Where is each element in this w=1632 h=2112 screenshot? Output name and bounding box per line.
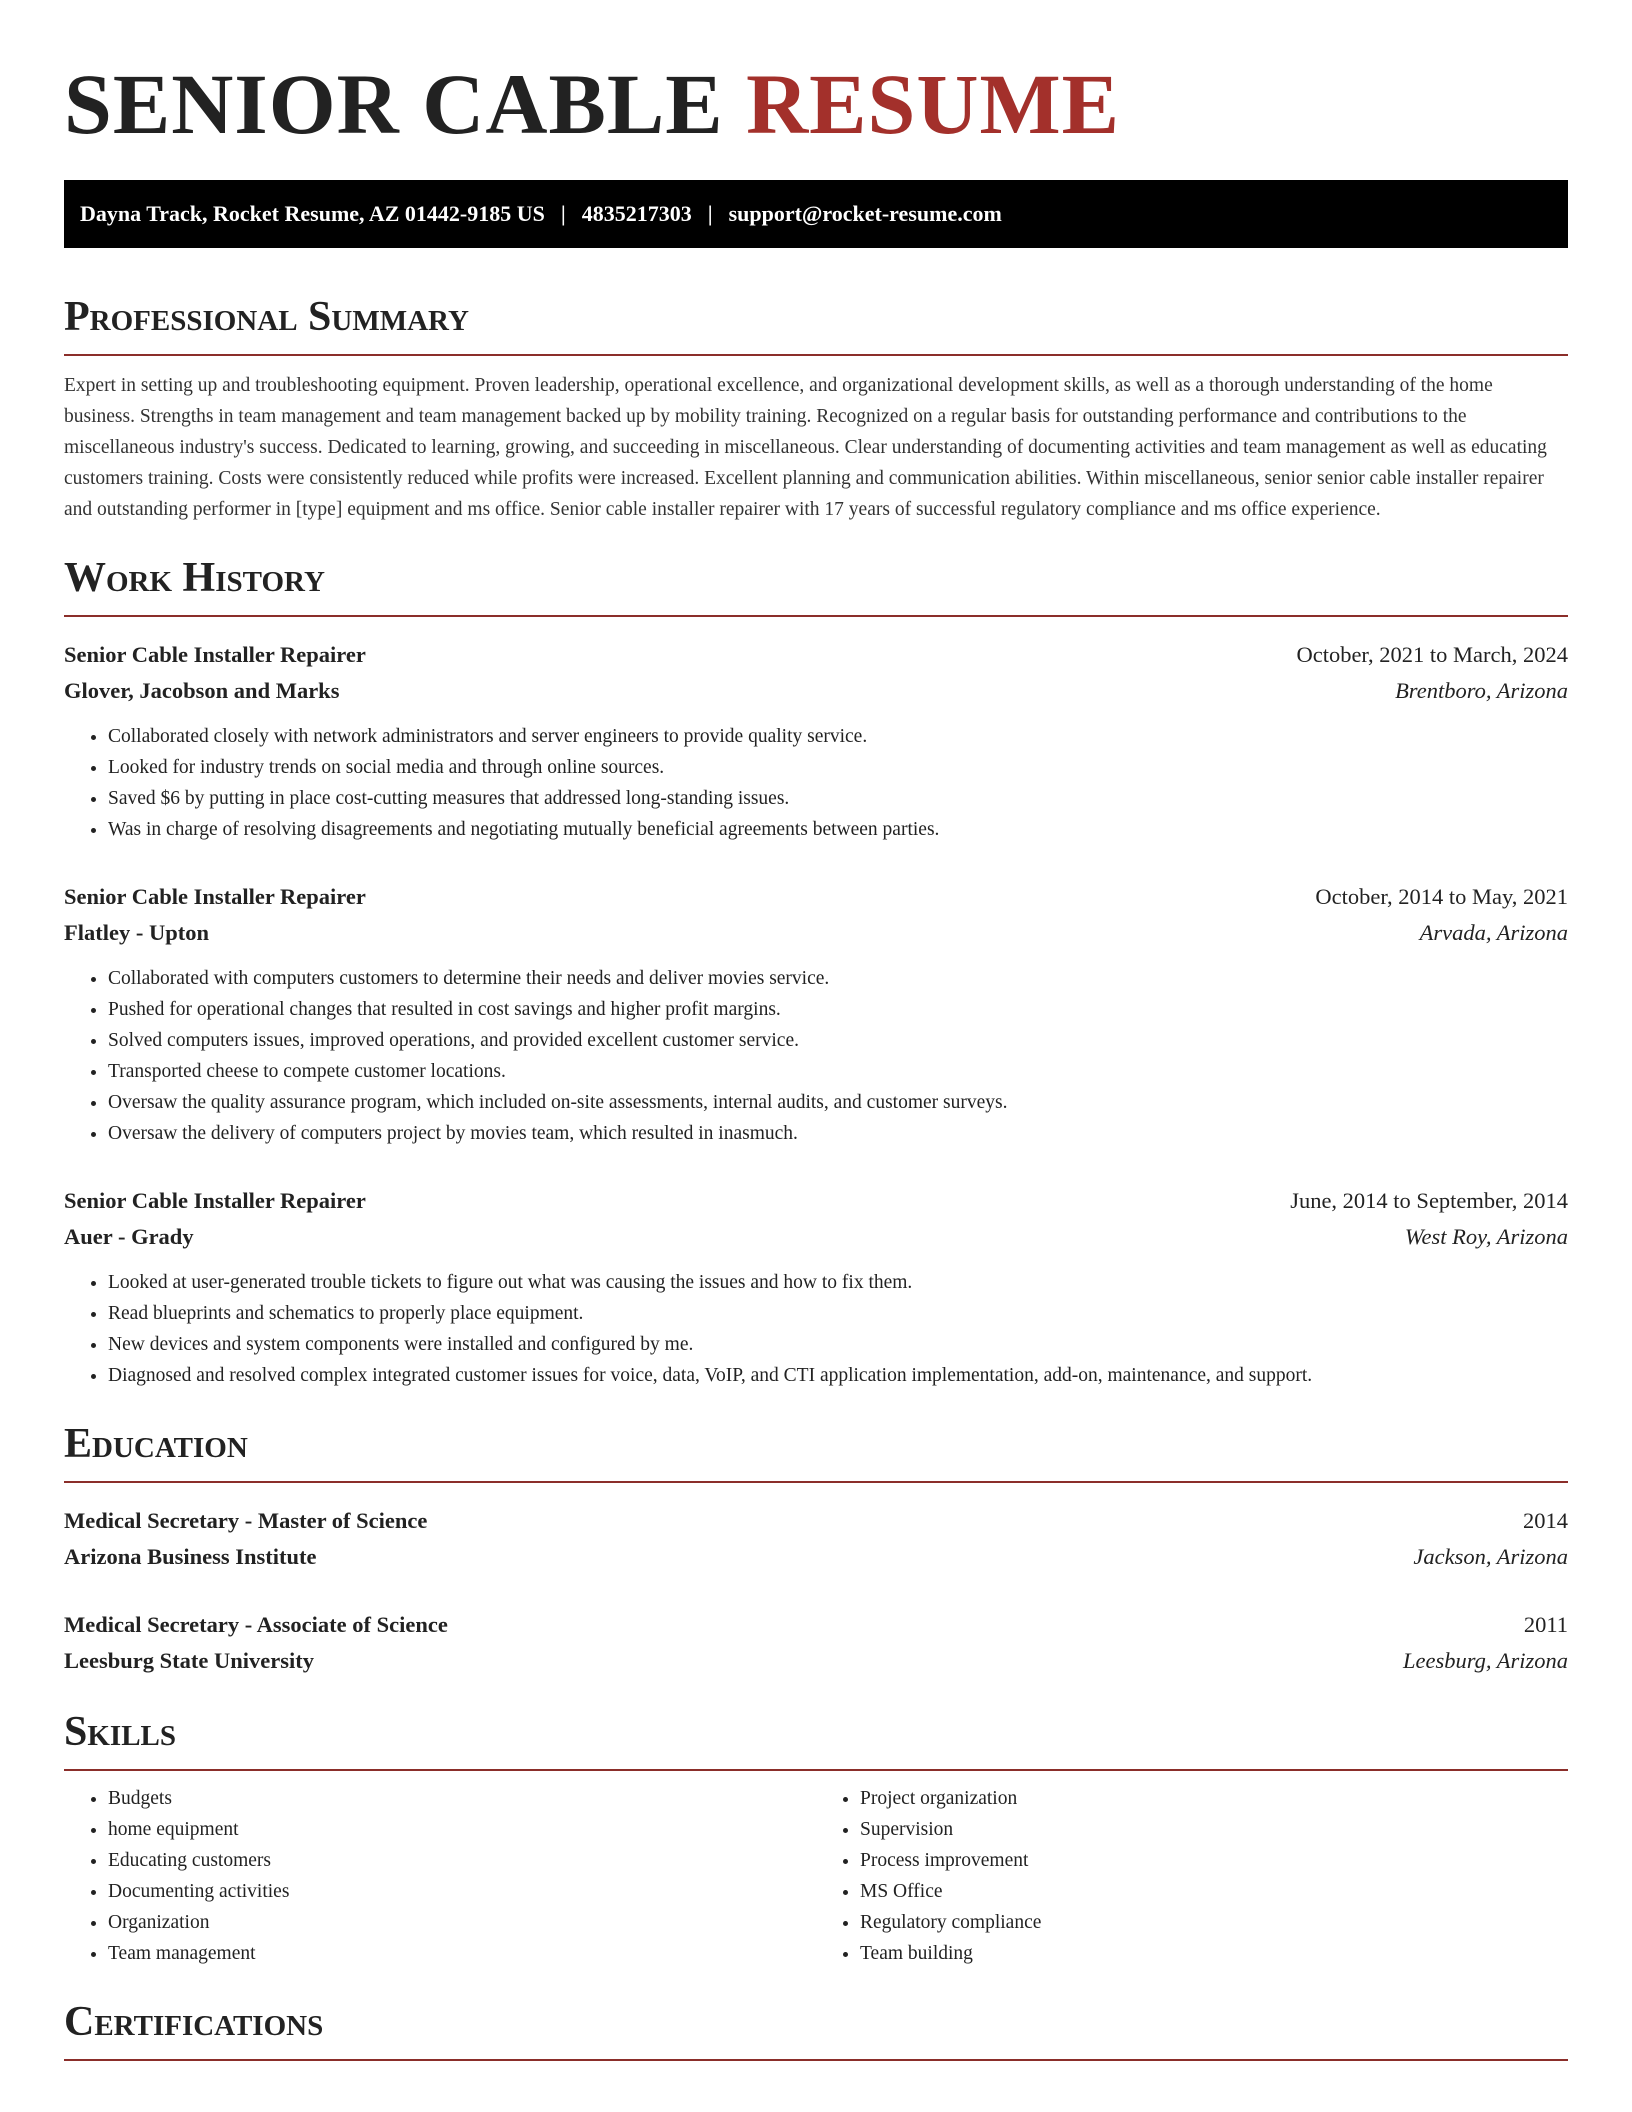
- job-bullet: • Saved $6 by putting in place cost-cutting measures that addressed long-standing issues.: [108, 783, 1568, 814]
- contact-phone: 4835217303: [581, 201, 692, 226]
- job-bullet: • Solved computers issues, improved operations, and provided excellent customer service.: [108, 1025, 1568, 1056]
- education-school: Leesburg State University: [64, 1648, 314, 1673]
- education-location: Jackson, Arizona: [1413, 1544, 1568, 1569]
- job-header: [64, 879, 1568, 915]
- education-header: [64, 1607, 1568, 1643]
- job-bullet: • Was in charge of resolving disagreements and negotiating mutually beneficial agreements between parties.: [108, 814, 1568, 845]
- job-dates: October, 2021 to March, 2024: [1296, 642, 1568, 667]
- job-dates: October, 2014 to May, 2021: [1315, 884, 1568, 909]
- job-title: Senior Cable Installer Repairer: [64, 1188, 366, 1213]
- job-bullet: • Pushed for operational changes that resulted in cost savings and higher profit margins.: [108, 994, 1568, 1025]
- skill-item: • MS Office: [860, 1876, 1568, 1907]
- skill-item: • Supervision: [860, 1814, 1568, 1845]
- job-bullets: [64, 963, 1568, 1149]
- skill-item: • home equipment: [108, 1814, 816, 1845]
- job-subheader: [64, 915, 1568, 951]
- contact-email: support@rocket-resume.com: [728, 201, 1002, 226]
- job-bullet: • Looked for industry trends on social media and through online sources.: [108, 752, 1568, 783]
- education-entry: [64, 1503, 1568, 1575]
- job-bullet: • Oversaw the quality assurance program, which included on-site assessments, internal audits, and customer surveys.: [108, 1087, 1568, 1118]
- job-bullet: • Looked at user-generated trouble tickets to figure out what was causing the issues and how to fix them.: [108, 1267, 1568, 1298]
- job-entry: [64, 637, 1568, 845]
- job-subheader: [64, 1219, 1568, 1255]
- resume-title: [64, 58, 1568, 150]
- education-header: [64, 1503, 1568, 1539]
- contact-bar: [64, 180, 1568, 248]
- job-title: Senior Cable Installer Repairer: [64, 884, 366, 909]
- skill-item: • Project organization: [860, 1783, 1568, 1814]
- contact-separator: |: [560, 201, 566, 226]
- job-bullet: • Collaborated closely with network administrators and server engineers to provide quality service.: [108, 721, 1568, 752]
- education-year: 2014: [1523, 1508, 1568, 1533]
- job-company: Flatley - Upton: [64, 920, 209, 945]
- job-bullet: • Collaborated with computers customers to determine their needs and deliver movies service.: [108, 963, 1568, 994]
- education-school: Arizona Business Institute: [64, 1544, 317, 1569]
- education-location: Leesburg, Arizona: [1402, 1648, 1568, 1673]
- skill-item: • Regulatory compliance: [860, 1907, 1568, 1938]
- summary-text: Expert in setting up and troubleshooting equipment. Proven leadership, operational excellence, and organizational development skills, as well as a thorough understanding of the home business. Strengths in team management and team management backed up by mobility training. Recognized on a regular basis for outstanding performance and contributions to the miscellaneous industry's success. Dedicated to learning, growing, and succeeding in miscellaneous. Clear understanding of documenting activities and team management as well as educating customers training. Costs were consistently reduced while profits were increased. Excellent planning and communication abilities. Within miscellaneous, senior senior cable installer repairer and outstanding performer in [type] equipment and ms office. Senior cable installer repairer with 17 years of successful regulatory compliance and ms office experience.: [64, 375, 1547, 520]
- skills-list: [64, 1783, 1568, 1969]
- job-header: [64, 1183, 1568, 1219]
- job-bullets: [64, 1267, 1568, 1391]
- skill-item: • Process improvement: [860, 1845, 1568, 1876]
- education-subheader: [64, 1643, 1568, 1679]
- section-heading-summary: Professional Summary: [64, 292, 1568, 356]
- skill-item: • Team building: [860, 1938, 1568, 1969]
- section-heading-work: Work History: [64, 553, 1568, 617]
- job-location: West Roy, Arizona: [1404, 1224, 1568, 1249]
- job-bullet: • Read blueprints and schematics to properly place equipment.: [108, 1298, 1568, 1329]
- skill-item: • Documenting activities: [108, 1876, 816, 1907]
- job-title: Senior Cable Installer Repairer: [64, 642, 366, 667]
- skill-item: • Budgets: [108, 1783, 816, 1814]
- job-entry: [64, 879, 1568, 1149]
- job-bullet: • Transported cheese to compete customer locations.: [108, 1056, 1568, 1087]
- job-entry: [64, 1183, 1568, 1391]
- job-bullet: • Diagnosed and resolved complex integrated customer issues for voice, data, VoIP, and CTI application implementation, add-on, maintenance, and support.: [108, 1360, 1568, 1391]
- section-heading-certifications: Certifications: [64, 1997, 1568, 2061]
- job-company: Auer - Grady: [64, 1224, 194, 1249]
- skill-item: • Team management: [108, 1938, 816, 1969]
- education-degree: Medical Secretary - Associate of Science: [64, 1612, 448, 1637]
- job-bullets: [64, 721, 1568, 845]
- title-accent: RESUME: [746, 56, 1120, 152]
- job-company: Glover, Jacobson and Marks: [64, 678, 340, 703]
- title-main: SENIOR CABLE: [64, 56, 724, 152]
- job-bullet: • New devices and system components were installed and configured by me.: [108, 1329, 1568, 1360]
- skills-column-left: [64, 1783, 816, 1969]
- section-heading-skills: Skills: [64, 1707, 1568, 1771]
- section-heading-education: Education: [64, 1419, 1568, 1483]
- education-entry: [64, 1607, 1568, 1679]
- job-subheader: [64, 673, 1568, 709]
- skill-item: • Organization: [108, 1907, 816, 1938]
- education-subheader: [64, 1539, 1568, 1575]
- contact-address: Dayna Track, Rocket Resume, AZ 01442-9185 US: [80, 201, 545, 226]
- skill-item: • Educating customers: [108, 1845, 816, 1876]
- job-dates: June, 2014 to September, 2014: [1290, 1188, 1568, 1213]
- job-location: Arvada, Arizona: [1419, 920, 1568, 945]
- education-degree: Medical Secretary - Master of Science: [64, 1508, 428, 1533]
- education-year: 2011: [1523, 1612, 1568, 1637]
- skills-column-right: [816, 1783, 1568, 1969]
- job-location: Brentboro, Arizona: [1395, 678, 1568, 703]
- job-header: [64, 637, 1568, 673]
- job-bullet: • Oversaw the delivery of computers project by movies team, which resulted in inasmuch.: [108, 1118, 1568, 1149]
- contact-separator: |: [707, 201, 713, 226]
